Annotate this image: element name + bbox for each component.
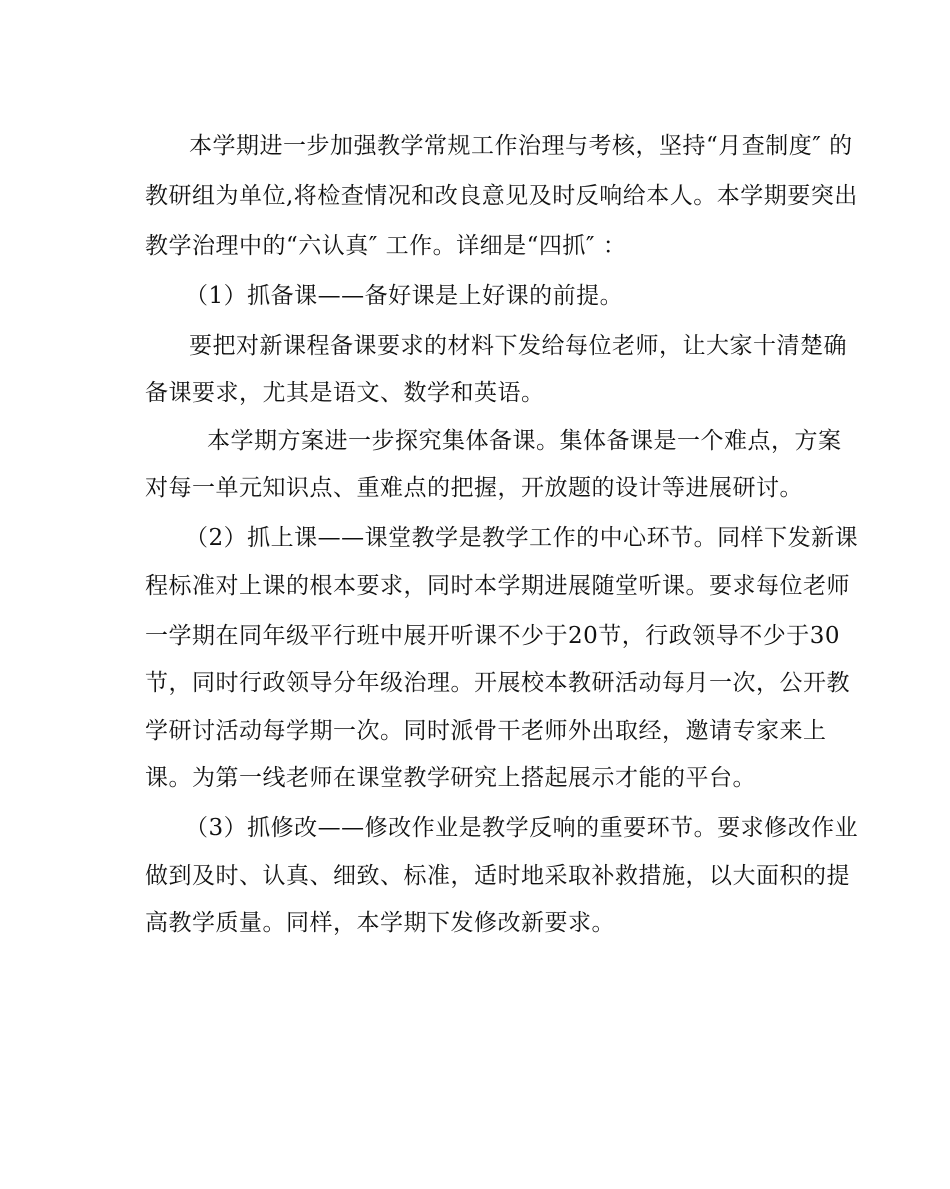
paragraph-1-line-2: 教研组为单位,将检查情况和改良意见及时反响给本人。本学期要突出 [145, 183, 858, 209]
paragraph-5-line-1: （2）抓上课——课堂教学是教学工作的中心环节。同样下发新课 [185, 525, 859, 551]
paragraph-5-line-4: 节，同时行政领导分年级治理。开展校本教研活动每月一次，公开教 [145, 670, 850, 696]
paragraph-6-line-3: 高教学质量。同样，本学期下发修改新要求。 [145, 910, 615, 936]
paragraph-6-line-1: （3）抓修改——修改作业是教学反响的重要环节。要求修改作业 [185, 815, 859, 841]
paragraph-3-line-2: 备课要求，尤其是语文、数学和英语。 [145, 380, 545, 406]
paragraph-6-line-2: 做到及时、认真、细致、标准，适时地采取补救措施，以大面积的提 [145, 863, 850, 889]
paragraph-5-line-3: 一学期在同年级平行班中展开听课不少于20节，行政领导不少于30 [145, 623, 841, 649]
paragraph-5-line-6: 课。为第一线老师在课堂教学研究上搭起展示才能的平台。 [145, 765, 756, 791]
paragraph-4-line-2: 对每一单元知识点、重难点的把握，开放题的设计等进展研讨。 [145, 475, 803, 501]
paragraph-1-line-1: 本学期进一步加强教学常规工作治理与考核，坚持“月查制度″ 的 [189, 133, 853, 159]
paragraph-3-line-1: 要把对新课程备课要求的材料下发给每位老师，让大家十清楚确 [189, 333, 847, 359]
paragraph-4-line-1: 本学期方案进一步探究集体备课。集体备课是一个难点，方案 [207, 428, 842, 454]
paragraph-2-line-1: （1）抓备课——备好课是上好课的前提。 [185, 283, 624, 309]
paragraph-1-line-3: 教学治理中的“六认真″ 工作。详细是“四抓″ ： [145, 233, 627, 259]
paragraph-5-line-2: 程标准对上课的根本要求，同时本学期进展随堂听课。要求每位老师 [145, 573, 850, 599]
paragraph-5-line-5: 学研讨活动每学期一次。同时派骨干老师外出取经，邀请专家来上 [145, 718, 827, 744]
